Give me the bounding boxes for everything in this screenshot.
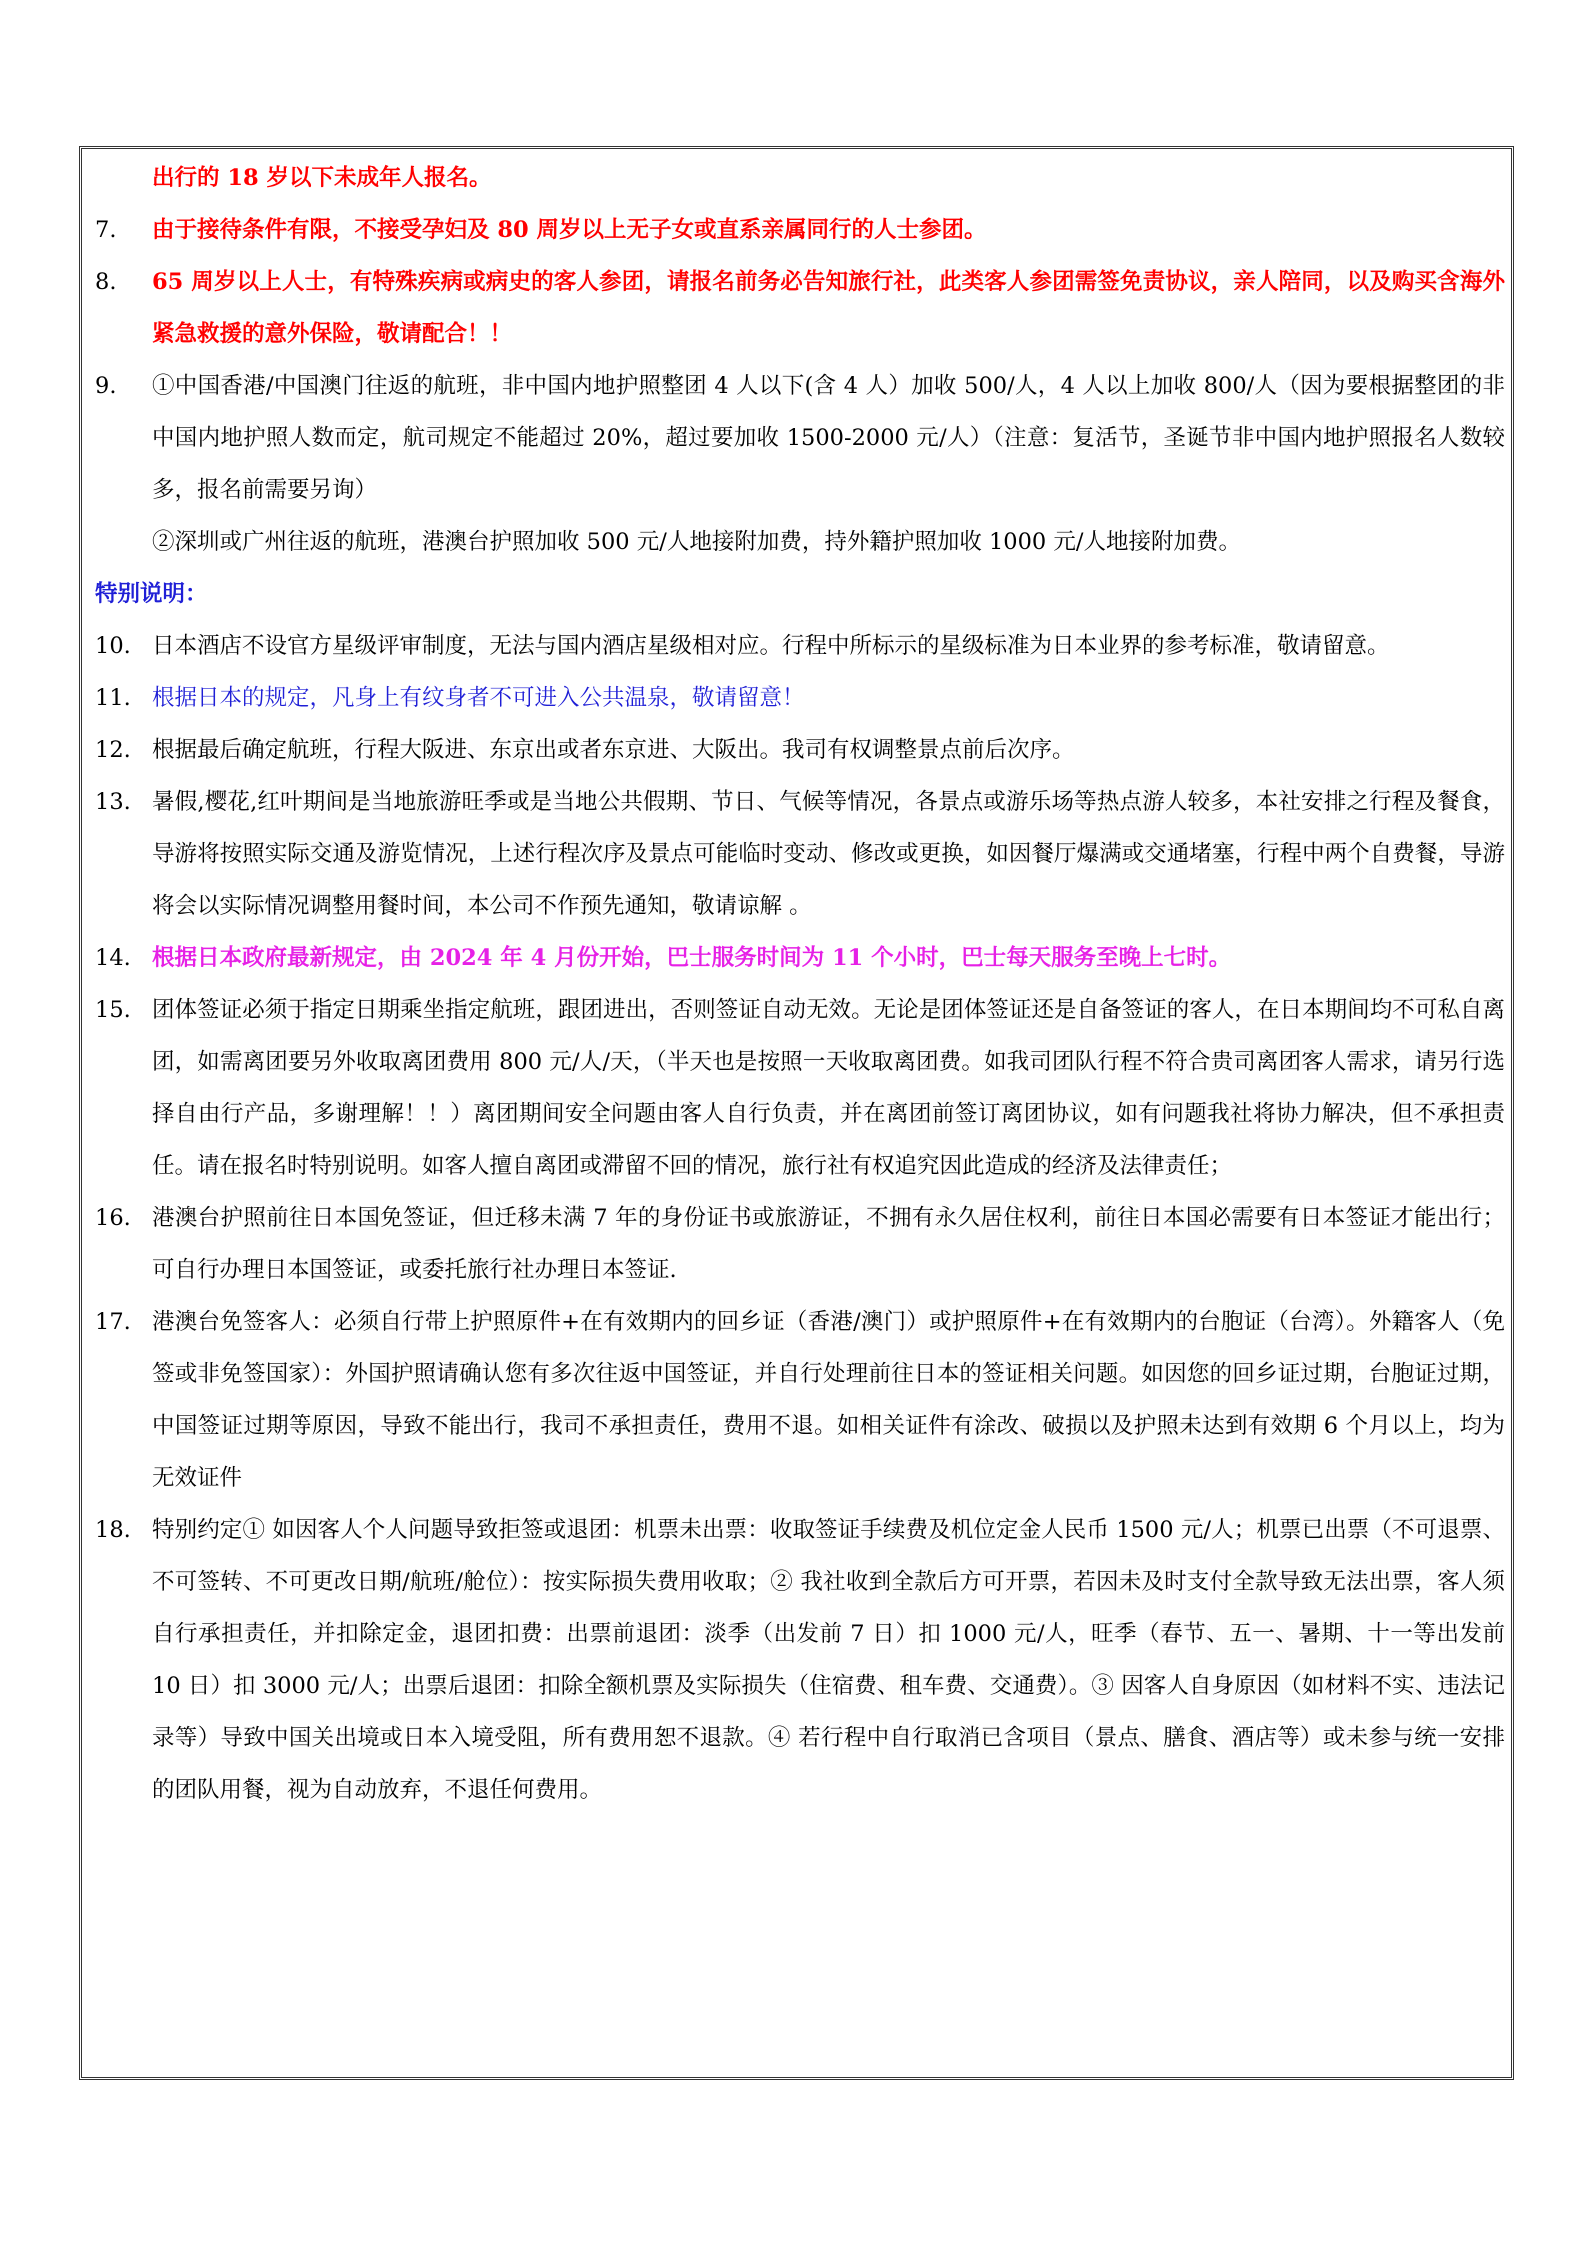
item-text: 65 周岁以上人士，有特殊疾病或病史的客人参团，请报名前务必告知旅行社，此类客人参团需签免责协议，亲人陪同，以及购买含海外紧急救援的意外保险，敬请配合！！ [152,269,1505,347]
item-number: 17. [95,1309,131,1335]
list-item-8 [95,256,1505,360]
item-text: 出行的 18 岁以下未成年人报名。 [152,165,492,191]
item-text: 由于接待条件有限，不接受孕妇及 80 周岁以上无子女或直系亲属同行的人士参团。 [152,217,987,243]
list-item-12 [95,724,1505,776]
list-item-11 [95,672,1505,724]
list-item-13 [95,776,1505,932]
list-item-10 [95,620,1505,672]
item-number: 11. [95,685,131,711]
item-text: ②深圳或广州往返的航班，港澳台护照加收 500 元/人地接附加费，持外籍护照加收 1000 元/人地接附加费。 [152,529,1241,555]
list-item-14 [95,932,1505,984]
list-item-15 [95,984,1505,1192]
item-text: 团体签证必须于指定日期乘坐指定航班，跟团进出，否则签证自动无效。无论是团体签证还是自备签证的客人，在日本期间均不可私自离团，如需离团要另外收取离团费用 800 元/人/天，（半天也是按照一天收取离团费。如我司团队行程不符合贵司离团客人需求，请另行选择自由行产品，多谢理解！！）离团期间安全问题由客人自行负责，并在离团前签订离团协议，如有问题我社将协力解决，但不承担责任。请在报名时特别说明。如客人擅自离团或滞留不回的情况，旅行社有权追究因此造成的经济及法律责任； [152,997,1505,1179]
item-number: 8. [95,269,117,295]
item-text: 港澳台免签客人：必须自行带上护照原件+在有效期内的回乡证（香港/澳门）或护照原件+在有效期内的台胞证（台湾）。外籍客人（免签或非免签国家）：外国护照请确认您有多次往返中国签证，并自行处理前往日本的签证相关问题。如因您的回乡证过期，台胞证过期，中国签证过期等原因，导致不能出行，我司不承担责任，费用不退。如相关证件有涂改、破损以及护照未达到有效期 6 个月以上，均为无效证件 [152,1309,1505,1491]
item-number: 13. [95,789,131,815]
item-number: 18. [95,1517,131,1543]
item-text: 港澳台护照前往日本国免签证，但迁移未满 7 年的身份证书或旅游证，不拥有永久居住权利，前往日本国必需要有日本签证才能出行；可自行办理日本国签证，或委托旅行社办理日本签证. [152,1205,1505,1283]
item-number: 12. [95,737,131,763]
list-item-17 [95,1296,1505,1504]
item-text: 日本酒店不设官方星级评审制度，无法与国内酒店星级相对应。行程中所标示的星级标准为日本业界的参考标准，敬请留意。 [152,633,1390,659]
list-item-18 [95,1504,1505,1816]
item-text: 暑假,樱花,红叶期间是当地旅游旺季或是当地公共假期、节日、气候等情况，各景点或游乐场等热点游人较多，本社安排之行程及餐食，导游将按照实际交通及游览情况，上述行程次序及景点可能临时变动、修改或更换，如因餐厅爆满或交通堵塞，行程中两个自费餐，导游将会以实际情况调整用餐时间，本公司不作预先通知，敬请谅解 。 [152,789,1505,919]
list-item-6-continuation [95,152,1505,204]
item-text: ①中国香港/中国澳门往返的航班，非中国内地护照整团 4 人以下(含 4 人）加收 500/人，4 人以上加收 800/人（因为要根据整团的非中国内地护照人数而定，航司规定不能超过 20%，超过要加收 1500-2000 元/人）（注意：复活节，圣诞节非中国内地护照报名人数较多，报名前需要另询） [152,373,1505,503]
item-text: 根据日本政府最新规定，由 2024 年 4 月份开始，巴士服务时间为 11 个小时，巴士每天服务至晚上七时。 [152,945,1232,971]
item-number [95,516,152,568]
item-number: 7. [95,217,117,243]
list-item-16 [95,1192,1505,1296]
list-item-7 [95,204,1505,256]
item-text: 根据日本的规定，凡身上有纹身者不可进入公共温泉，敬请留意！ [152,685,805,711]
item-number: 9. [95,373,117,399]
item-text: 根据最后确定航班，行程大阪进、东京出或者东京进、大阪出。我司有权调整景点前后次序。 [152,737,1075,763]
item-number: 10. [95,633,131,659]
item-number: 15. [95,997,131,1023]
list-item-9-part-2 [95,516,1505,568]
document-content [95,152,1505,1816]
special-notes-heading: 特别说明： [95,581,208,607]
item-number: 16. [95,1205,131,1231]
item-number [95,152,152,204]
item-number: 14. [95,945,131,971]
item-text: 特别约定① 如因客人个人问题导致拒签或退团：机票未出票：收取签证手续费及机位定金人民币 1500 元/人；机票已出票（不可退票、不可签转、不可更改日期/航班/舱位）：按实际损失费用收取；② 我社收到全款后方可开票，若因未及时支付全款导致无法出票，客人须自行承担责任，并扣除定金，退团扣费：出票前退团：淡季（出发前 7 日）扣 1000 元/人，旺季（春节、五一、暑期、十一等出发前 10 日）扣 3000 元/人；出票后退团：扣除全额机票及实际损失（住宿费、租车费、交通费）。③ 因客人自身原因（如材料不实、违法记录等）导致中国关出境或日本入境受阻，所有费用恕不退款。④ 若行程中自行取消已含项目（景点、膳食、酒店等）或未参与统一安排的团队用餐，视为自动放弃，不退任何费用。 [152,1517,1505,1803]
list-item-9 [95,360,1505,516]
